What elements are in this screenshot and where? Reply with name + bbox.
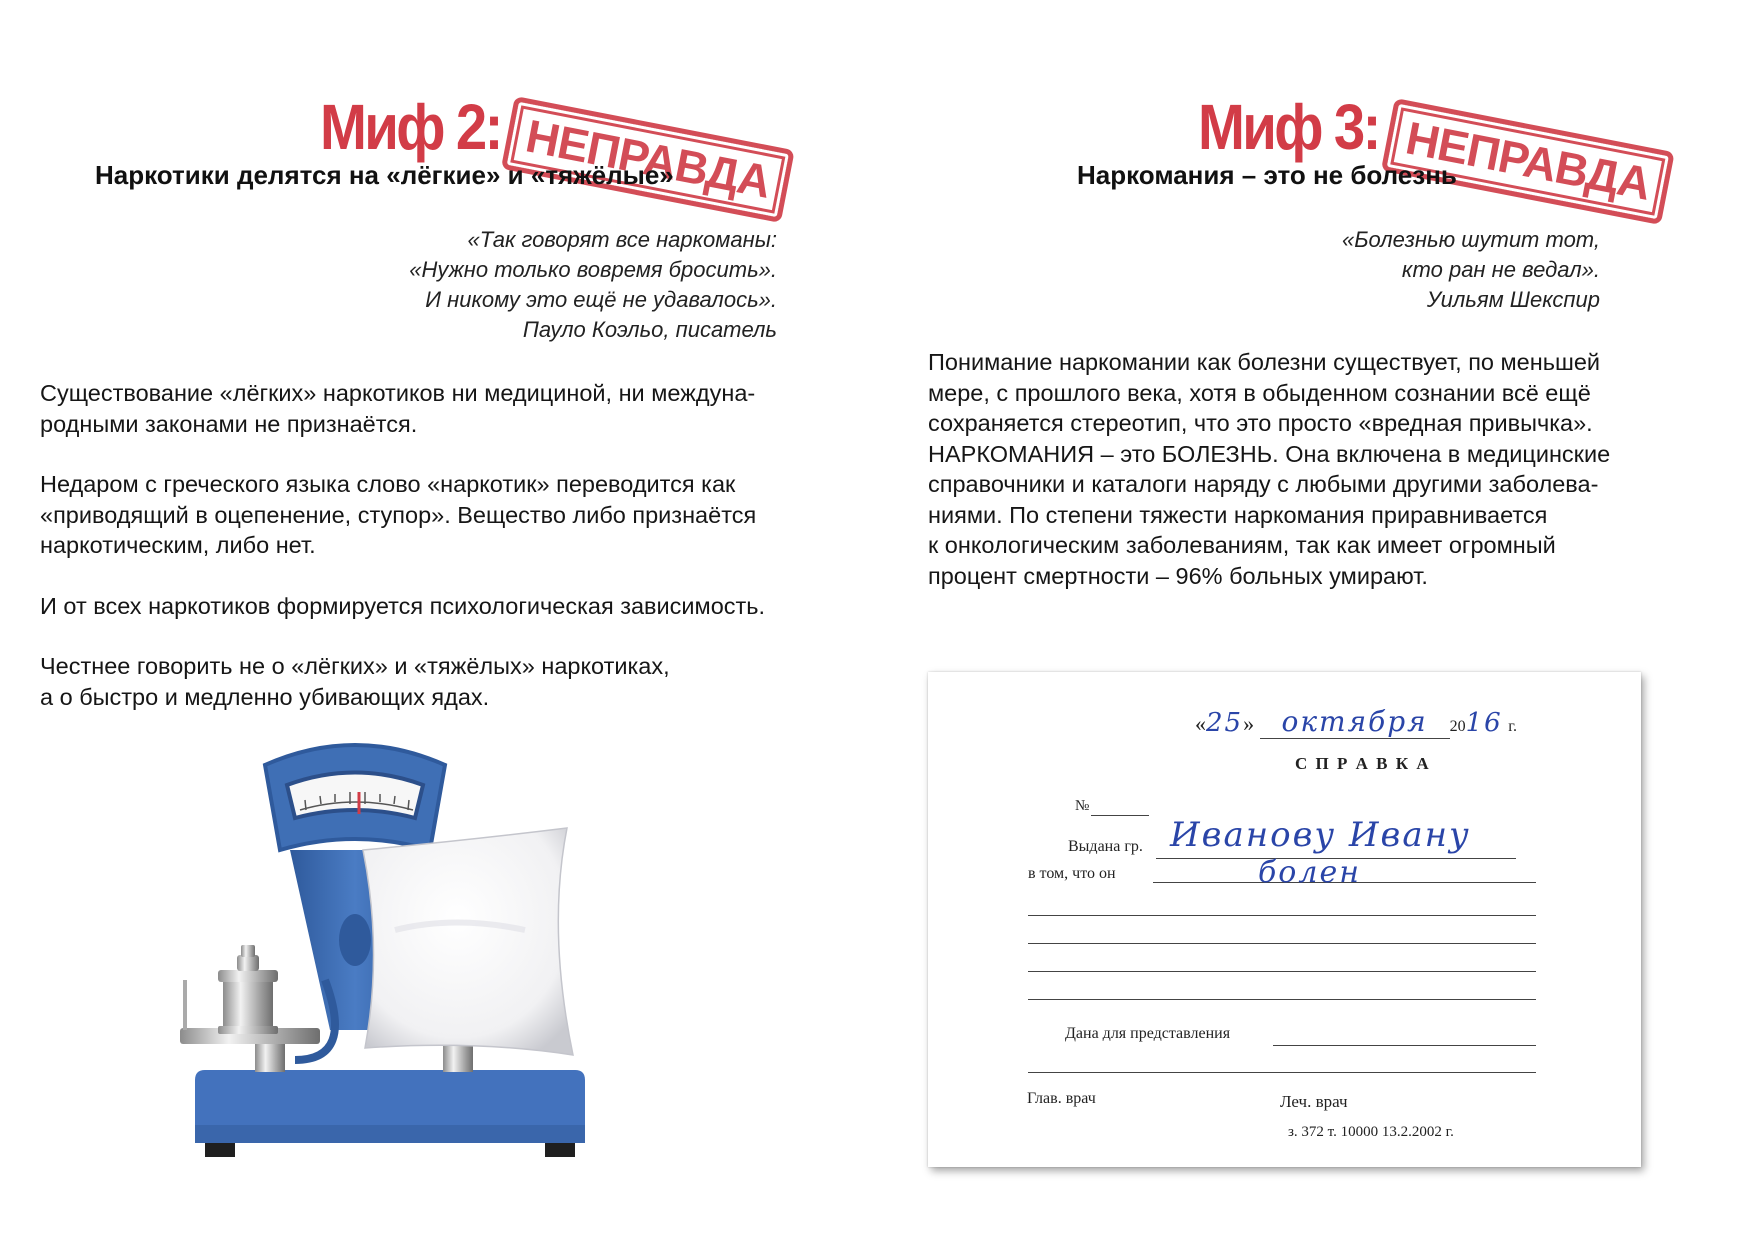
- text-line: Недаром с греческого языка слово «наркотик» переводится как: [40, 471, 736, 497]
- certificate-title: С П Р А В К А: [1295, 754, 1431, 773]
- myth-3-body: [928, 347, 1610, 591]
- epigraph: [1342, 225, 1600, 315]
- epigraph-author: Пауло Коэльо, писатель: [522, 317, 777, 342]
- epigraph-line: «Нужно только вовремя бросить».: [409, 257, 777, 282]
- epigraph-author: Уильям Шекспир: [1426, 287, 1600, 312]
- number-line: [1091, 815, 1149, 816]
- false-stamp: НЕПРАВДА: [1381, 98, 1675, 225]
- false-stamp: НЕПРАВДА: [501, 96, 795, 223]
- epigraph-line: «Болезнью шутит тот,: [1341, 227, 1600, 252]
- certificate-date: [1195, 705, 1517, 739]
- date-year-prefix: 20: [1449, 718, 1466, 735]
- epigraph-line: «Так говорят все наркоманы:: [467, 227, 777, 252]
- blank-line: [1028, 943, 1536, 944]
- pillow-icon: [363, 828, 573, 1055]
- text-line: НАРКОМАНИЯ – это БОЛЕЗНЬ. Она включена в медицинские: [928, 440, 1611, 467]
- myth-3-subtitle: Наркомания – это не болезнь: [1077, 160, 1457, 190]
- blank-line: [1028, 971, 1536, 972]
- text-line: И от всех наркотиков формируется психологическая зависимость.: [40, 592, 766, 619]
- text-line: Существование «лёгких» наркотиков ни медициной, ни междуна-: [40, 380, 756, 406]
- date-quote-close: »: [1243, 711, 1255, 736]
- scale-column-oval: [339, 914, 371, 966]
- paragraph: [40, 378, 765, 439]
- myth-2-title: Миф 2:: [320, 91, 501, 163]
- text-line: родными законами не признаётся.: [40, 410, 418, 437]
- text-line: Честнее говорить не о «лёгких» и «тяжёлых» наркотиках,: [40, 653, 670, 679]
- blank-line: [1028, 999, 1536, 1000]
- date-year-unit: г.: [1508, 718, 1517, 735]
- that-label: в том, что он: [1028, 865, 1116, 882]
- doctor-label: Леч. врач: [1280, 1092, 1348, 1111]
- date-month: октября: [1260, 705, 1450, 739]
- epigraph-line: И никому это ещё не удавалось».: [425, 287, 777, 312]
- text-line: процент смертности – 96% больных умирают.: [928, 562, 1428, 589]
- paragraph: [40, 651, 765, 712]
- text-line: а о быстро и медленно убивающих ядах.: [40, 683, 490, 710]
- date-day: 25: [1206, 708, 1244, 738]
- date-year-suffix: 16: [1465, 708, 1503, 738]
- text-line: справочники и каталоги наряду с любыми другими заболева-: [928, 471, 1599, 497]
- scale-dial: [287, 773, 423, 819]
- epigraph: [409, 225, 777, 345]
- left-page: [0, 0, 877, 1241]
- text-line: сохраняется стереотип, что это просто «вредная привычка».: [928, 410, 1593, 436]
- date-quote-open: «: [1195, 711, 1206, 736]
- form-info: з. 372 т. 10000 13.2.2002 г.: [1288, 1124, 1454, 1140]
- chief-doctor-label: Глав. врач: [1027, 1090, 1096, 1107]
- myth-3-title: Миф 3:: [1198, 91, 1379, 163]
- medical-certificate: [928, 672, 1641, 1167]
- paragraph: [40, 591, 765, 622]
- text-line: наркотическим, либо нет.: [40, 532, 316, 558]
- presented-line: [1273, 1045, 1536, 1046]
- text-line: к онкологическим заболеваниям, так как имеет огромный: [928, 532, 1556, 558]
- myth-2-body: [40, 378, 765, 742]
- epigraph-line: кто ран не ведал».: [1401, 257, 1600, 282]
- blank-line: [1028, 915, 1536, 916]
- myth-2-subtitle: Наркотики делятся на «лёгкие» и «тяжёлые»: [95, 160, 674, 190]
- text-line: ниями. По степени тяжести наркомания приравнивается: [928, 501, 1548, 528]
- issued-label: Выдана гр.: [1068, 838, 1143, 855]
- scale-with-weight-and-pillow-icon: [175, 730, 655, 1210]
- text-line: мере, с прошлого века, хотя в обыденном сознании всё ещё: [928, 379, 1591, 406]
- that-value: болен: [1258, 855, 1361, 890]
- text-line: Понимание наркомании как болезни существует, по меньшей: [928, 349, 1601, 375]
- weight-icon: [218, 945, 278, 1034]
- paragraph: [40, 469, 765, 561]
- text-line: «приводящий в оцепенение, ступор». Вещество либо признаётся: [40, 501, 757, 528]
- number-label: №: [1075, 798, 1090, 814]
- issued-value: Иванову Ивану: [1170, 815, 1471, 855]
- presented-label: Дана для представления: [1065, 1025, 1231, 1042]
- blank-line: [1028, 1072, 1536, 1073]
